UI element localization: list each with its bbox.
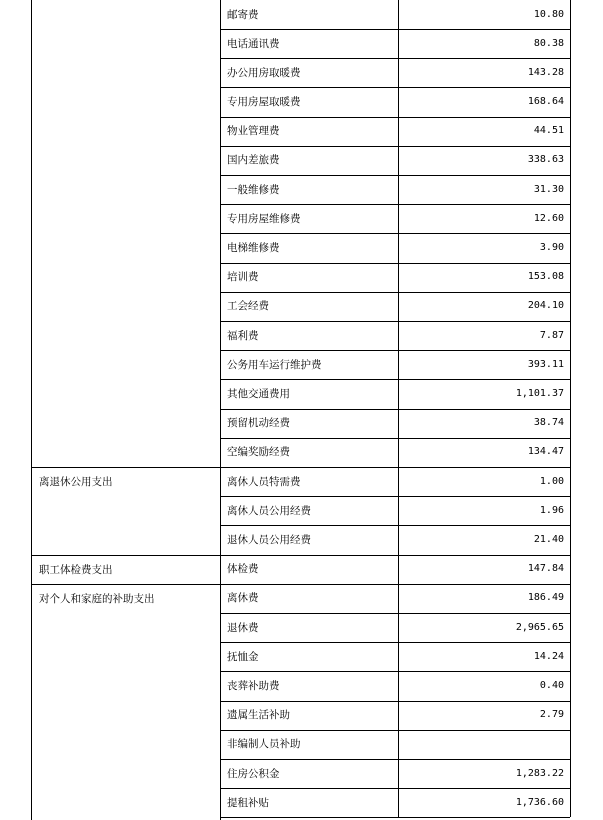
- item-amount: 38.74: [533, 417, 564, 429]
- item-name: 遗属生活补助: [227, 709, 290, 722]
- item-amount: 2,965.65: [515, 621, 564, 633]
- row-border: [220, 759, 570, 760]
- item-name: 丧葬补助费: [227, 680, 280, 692]
- item-name: 福利费: [227, 329, 259, 342]
- row-border: [220, 58, 570, 59]
- item-name: 非编制人员补助: [227, 738, 301, 751]
- item-amount: 12.60: [533, 212, 564, 224]
- item-amount: 3.90: [539, 242, 564, 253]
- item-name: 专用房屋维修费: [227, 212, 301, 225]
- column-border-0: [31, 0, 32, 820]
- item-amount: 31.30: [533, 183, 564, 195]
- row-border: [220, 350, 570, 351]
- item-name: 提租补贴: [227, 796, 269, 809]
- group-border: [31, 584, 570, 585]
- item-name: 离休人员特需费: [227, 475, 301, 488]
- row-border: [220, 233, 570, 234]
- item-amount: 0.40: [539, 680, 564, 691]
- item-name: 办公用房取暖费: [227, 66, 301, 79]
- item-name: 离休费: [227, 592, 259, 605]
- row-border: [220, 671, 570, 672]
- category-label: 对个人和家庭的补助支出: [39, 592, 155, 605]
- item-amount: 393.11: [527, 358, 564, 370]
- item-amount: 1.00: [539, 475, 564, 487]
- item-name: 退休人员公用经费: [227, 534, 311, 546]
- row-border: [220, 117, 570, 118]
- row-border: [220, 204, 570, 205]
- item-name: 退休费: [227, 621, 259, 634]
- item-amount: 153.08: [527, 271, 564, 283]
- item-amount: 10.80: [533, 8, 564, 20]
- group-border: [31, 555, 570, 556]
- item-amount: 134.47: [527, 446, 564, 458]
- row-border: [220, 175, 570, 176]
- item-name: 电话通讯费: [227, 37, 280, 50]
- group-border: [31, 467, 570, 468]
- item-name: 住房公积金: [227, 767, 280, 780]
- item-amount: 2.79: [539, 709, 564, 721]
- item-name: 离休人员公用经费: [227, 504, 311, 517]
- item-amount: 7.87: [539, 329, 564, 341]
- row-border: [220, 263, 570, 264]
- item-amount: 147.84: [527, 563, 564, 575]
- item-name: 国内差旅费: [227, 154, 280, 167]
- row-border: [220, 642, 570, 643]
- item-name: 专用房屋取暖费: [227, 96, 301, 108]
- item-name: 体检费: [227, 563, 259, 576]
- item-name: 工会经费: [227, 300, 269, 313]
- row-border: [220, 438, 570, 439]
- item-amount: 44.51: [533, 125, 564, 137]
- item-amount: 1,283.22: [515, 767, 564, 779]
- row-border: [220, 379, 570, 380]
- row-border: [220, 817, 570, 818]
- item-amount: 80.38: [533, 37, 564, 49]
- item-amount: 1.96: [539, 504, 564, 516]
- item-name: 一般维修费: [227, 183, 280, 196]
- column-border-3: [570, 0, 571, 817]
- item-name: 公务用车运行维护费: [227, 358, 322, 371]
- item-amount: 143.28: [527, 66, 564, 78]
- item-amount: 1,736.60: [515, 796, 564, 808]
- item-name: 空编奖励经费: [227, 446, 290, 459]
- item-name: 抚恤金: [227, 650, 259, 663]
- row-border: [220, 292, 570, 293]
- item-name: 邮寄费: [227, 8, 259, 21]
- column-border-1: [220, 0, 221, 820]
- item-amount: 168.64: [527, 96, 564, 107]
- item-name: 预留机动经费: [227, 417, 290, 430]
- row-border: [220, 29, 570, 30]
- row-border: [220, 613, 570, 614]
- item-amount: 1,101.37: [515, 388, 564, 399]
- row-border: [220, 321, 570, 322]
- row-border: [220, 730, 570, 731]
- item-amount: 338.63: [527, 154, 564, 166]
- item-name: 电梯维修费: [227, 242, 280, 254]
- item-amount: 186.49: [527, 592, 564, 604]
- category-label: 离退休公用支出: [39, 476, 113, 488]
- item-amount: 21.40: [533, 534, 564, 545]
- row-border: [220, 525, 570, 526]
- row-border: [220, 409, 570, 410]
- expenditure-table: [31, 0, 571, 820]
- item-name: 培训费: [227, 271, 259, 284]
- item-amount: 14.24: [533, 650, 564, 662]
- category-label: 职工体检费支出: [39, 563, 113, 576]
- row-border: [220, 701, 570, 702]
- item-name: 其他交通费用: [227, 388, 290, 400]
- row-border: [220, 788, 570, 789]
- row-border: [220, 146, 570, 147]
- item-name: 物业管理费: [227, 125, 280, 138]
- row-border: [220, 496, 570, 497]
- row-border: [220, 87, 570, 88]
- item-amount: 204.10: [527, 300, 564, 312]
